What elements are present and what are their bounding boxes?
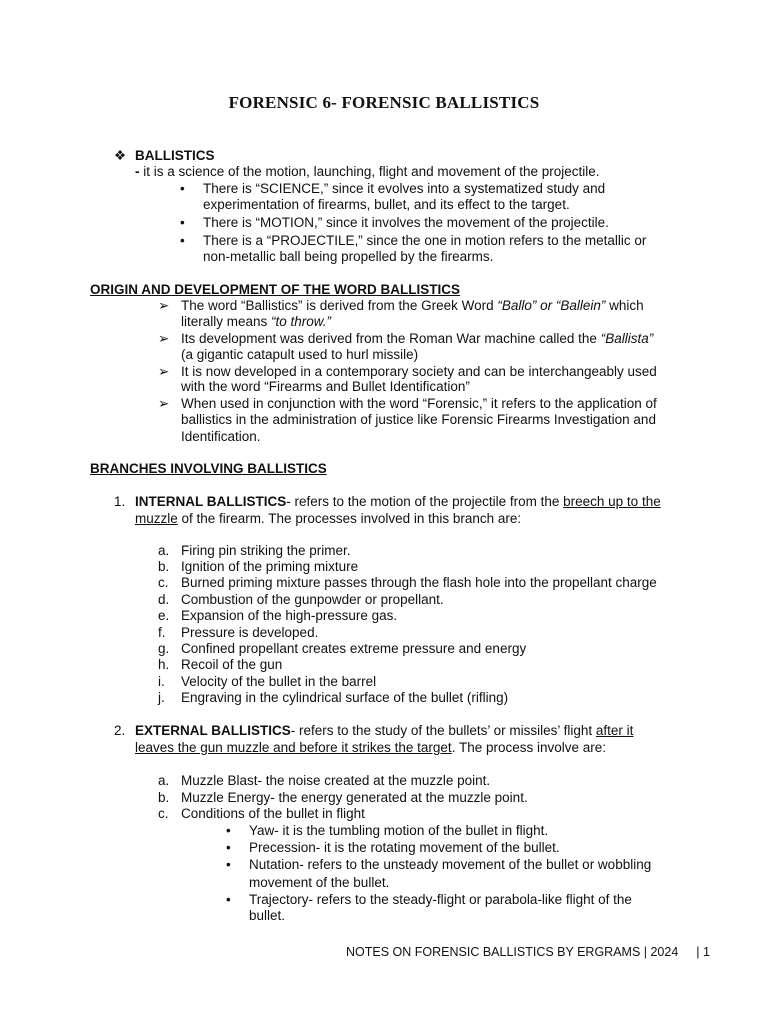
arrow-bullet-icon: ➢ <box>158 396 170 411</box>
condition-item: Nutation- refers to the unsteady movement of the bullet or wobbling <box>249 857 652 872</box>
external-ballistics-definition-cont: leaves the gun muzzle and before it strikes the target. The process involve are: <box>135 740 607 755</box>
list-letter: c. <box>158 575 169 590</box>
bullet-text: There is a “PROJECTILE,” since the one in motion refers to the metallic or <box>203 233 647 248</box>
section-heading-ballistics: BALLISTICS <box>135 148 215 163</box>
diamond-bullet-icon: ❖ <box>114 148 127 163</box>
list-letter: a. <box>158 543 170 558</box>
origin-item-4: When used in conjunction with the word “Forensic,” it refers to the application of <box>181 396 657 411</box>
condition-item: bullet. <box>249 908 286 923</box>
origin-item-3: It is now developed in a contemporary society and can be interchangeably used <box>181 364 657 379</box>
origin-item-3-cont: with the word “Firearms and Bullet Identification” <box>181 379 470 394</box>
list-letter: e. <box>158 608 170 623</box>
origin-item-1: The word “Ballistics” is derived from the Greek Word “Ballo” or “Ballein” which <box>181 298 644 313</box>
origin-item-4-cont: ballistics in the administration of justice like Forensic Firearms Investigation and <box>181 412 656 427</box>
list-letter: a. <box>158 773 170 788</box>
list-item: Velocity of the bullet in the barrel <box>181 674 377 689</box>
internal-ballistics-definition-cont: muzzle of the firearm. The processes involved in this branch are: <box>135 511 522 526</box>
list-letter: i. <box>158 674 165 689</box>
list-letter: j. <box>158 690 165 705</box>
list-letter: f. <box>158 625 166 640</box>
list-letter: h. <box>158 657 170 672</box>
list-item: Ignition of the priming mixture <box>181 559 359 574</box>
list-letter: d. <box>158 592 170 607</box>
arrow-bullet-icon: ➢ <box>158 331 170 346</box>
list-item: Firing pin striking the primer. <box>181 543 351 558</box>
bullet-dot: • <box>180 181 185 196</box>
bullet-dot: • <box>180 215 185 230</box>
bullet-dot: • <box>180 233 185 248</box>
section-heading-branches: BRANCHES INVOLVING BALLISTICS <box>90 461 327 476</box>
list-item: Pressure is developed. <box>181 625 319 640</box>
origin-item-4-cont: Identification. <box>181 429 261 444</box>
section-heading-origin: ORIGIN AND DEVELOPMENT OF THE WORD BALLISTICS <box>90 282 460 297</box>
list-item: Combustion of the gunpowder or propellant. <box>181 592 444 607</box>
footer-separator: | <box>696 945 700 959</box>
footer-text: NOTES ON FORENSIC BALLISTICS BY ERGRAMS | 2024 <box>346 945 679 959</box>
list-item: Muzzle Blast- the noise created at the muzzle point. <box>181 773 491 788</box>
bullet-text: There is “SCIENCE,” since it evolves into a systematized study and <box>203 181 606 196</box>
origin-item-2: Its development was derived from the Roman War machine called the “Ballista” <box>181 331 654 346</box>
list-letter: b. <box>158 559 170 574</box>
list-number: 1. <box>114 494 126 509</box>
page-title: FORENSIC 6- FORENSIC BALLISTICS <box>228 93 540 112</box>
bullet-dot: • <box>226 823 231 838</box>
list-item: Confined propellant creates extreme pressure and energy <box>181 641 527 656</box>
list-number: 2. <box>114 723 126 738</box>
condition-item: Trajectory- refers to the steady-flight or parabola-like flight of the <box>249 892 632 907</box>
list-item: Recoil of the gun <box>181 657 283 672</box>
origin-item-2-cont: (a gigantic catapult used to hurl missile) <box>181 347 419 362</box>
list-item: Engraving in the cylindrical surface of the bullet (rifling) <box>181 690 509 705</box>
external-ballistics-definition: EXTERNAL BALLISTICS- refers to the study of the bullets’ or missiles’ flight after it <box>135 723 634 738</box>
list-item: Muzzle Energy- the energy generated at the muzzle point. <box>181 790 528 805</box>
list-item: Conditions of the bullet in flight <box>181 806 365 821</box>
bullet-text: non-metallic ball being propelled by the firearms. <box>203 249 494 264</box>
ballistics-definition: - it is a science of the motion, launching, flight and movement of the projectile. <box>135 164 600 179</box>
list-letter: c. <box>158 806 169 821</box>
list-letter: g. <box>158 641 170 656</box>
bullet-dot: • <box>226 857 231 872</box>
list-letter: b. <box>158 790 170 805</box>
bullet-text: There is “MOTION,” since it involves the movement of the projectile. <box>203 215 609 230</box>
arrow-bullet-icon: ➢ <box>158 298 170 313</box>
condition-item: Precession- it is the rotating movement of the bullet. <box>249 840 560 855</box>
condition-item: movement of the bullet. <box>249 875 390 890</box>
internal-ballistics-definition: INTERNAL BALLISTICS- refers to the motion of the projectile from the breech up to the <box>135 494 661 509</box>
bullet-text: experimentation of firearms, bullet, and its effect to the target. <box>203 197 570 212</box>
page-footer <box>346 944 710 960</box>
list-item: Expansion of the high-pressure gas. <box>181 608 398 623</box>
list-item: Burned priming mixture passes through the flash hole into the propellant charge <box>181 575 657 590</box>
condition-item: Yaw- it is the tumbling motion of the bullet in flight. <box>249 823 549 838</box>
bullet-dot: • <box>226 840 231 855</box>
page-number: 1 <box>703 945 710 959</box>
origin-item-1-cont: literally means “to throw.” <box>181 314 332 329</box>
arrow-bullet-icon: ➢ <box>158 364 170 379</box>
bullet-dot: • <box>226 892 231 907</box>
